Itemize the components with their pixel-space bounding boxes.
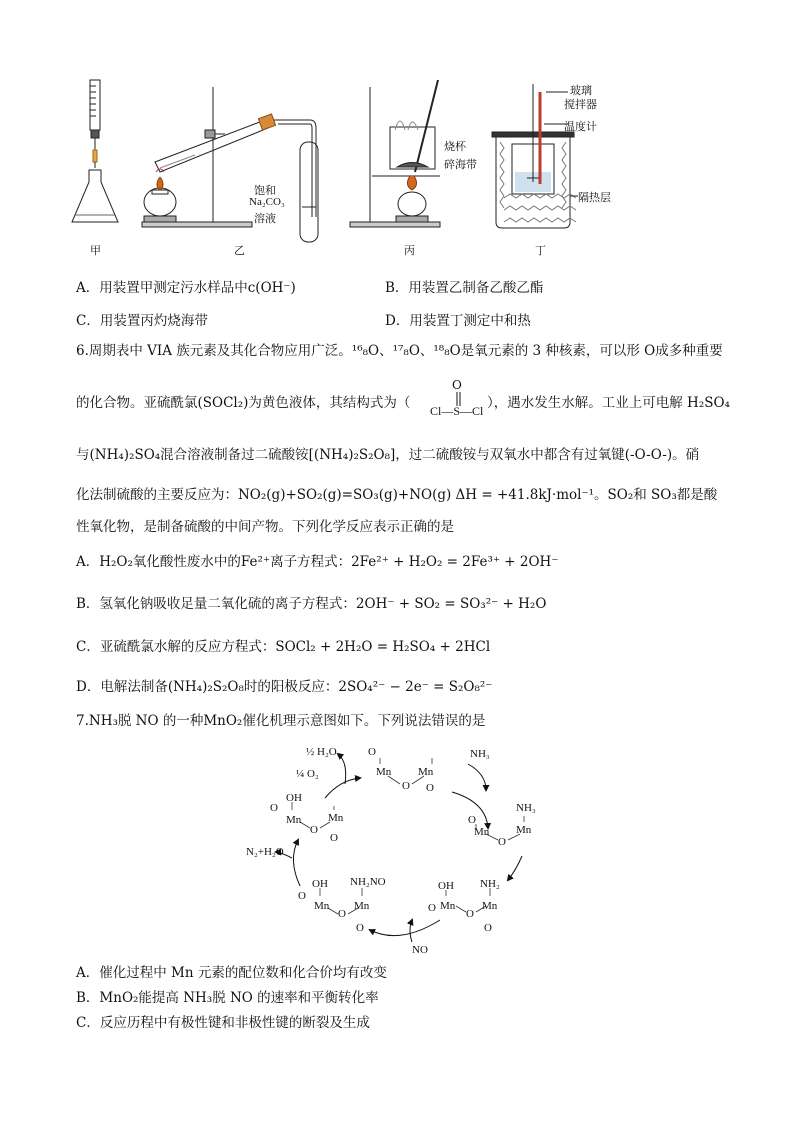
int3-o-bottom: O xyxy=(484,922,492,934)
apparatus-bing xyxy=(350,80,440,227)
int2-o-left: O xyxy=(468,814,476,826)
mechanism-arrows xyxy=(240,740,560,960)
int3-o-bridge: O xyxy=(466,908,474,920)
q6-stem-line-2b: ），遇水发生水解。工业上可电解 H₂SO₄ xyxy=(487,395,730,411)
q5-option-b[interactable]: B．用装置乙制备乙酸乙酯 xyxy=(385,280,544,296)
int1-o-right: O xyxy=(426,782,434,794)
q5-option-c[interactable]: C．用装置丙灼烧海带 xyxy=(76,313,208,329)
int2-o-bridge: O xyxy=(498,836,506,848)
int3-oh: OH xyxy=(438,880,454,892)
int5-o-bottom: O xyxy=(330,832,338,844)
int3-nh2: NH₂ xyxy=(480,878,500,890)
q7-stem: 7.NH₃脱 NO 的一种MnO₂催化机理示意图如下。下列说法错误的是 xyxy=(76,713,486,729)
bing-beaker-label: 烧杯 xyxy=(444,140,466,153)
int5-o-bridge: O xyxy=(310,824,318,836)
q6-stem-line-2a: 的化合物。亚硫酰氯(SOCl₂)为黄色液体，其结构式为（ xyxy=(76,395,411,411)
bing-label: 丙 xyxy=(404,244,415,257)
apparatus-jia xyxy=(72,80,118,222)
q6-stem-line-3: 与(NH₄)₂SO₄混合溶液制备过二硫酸铵[(NH₄)₂S₂O₈]，过二硫酸铵与双氧水中都含有过氧键(-O-O-)。硝 xyxy=(76,447,700,463)
int2-mn-right: Mn xyxy=(516,824,532,836)
int4-o-left: O xyxy=(298,890,306,902)
yi-solution-label-3: 溶液 xyxy=(254,212,276,225)
jia-label: 甲 xyxy=(90,244,101,257)
apparatus-yi xyxy=(142,87,318,242)
int1-mn-left: Mn xyxy=(376,766,392,778)
int4-oh: OH xyxy=(312,878,328,890)
apparatus-drawing xyxy=(60,72,620,262)
int1-o-top: O xyxy=(368,746,376,758)
socl2-chain: Cl—S—Cl xyxy=(430,404,484,418)
yi-label: 乙 xyxy=(234,244,245,257)
int3-mn-right: Mn xyxy=(482,900,498,912)
yi-solution-label-1: 饱和 xyxy=(254,184,276,197)
yi-solution-label-2: Na₂CO₃ xyxy=(249,196,285,208)
int2-nh3: NH₃ xyxy=(516,802,536,814)
quarter-o2-label: ¼ O₂ xyxy=(296,768,319,780)
int4-o-bridge: O xyxy=(338,908,346,920)
q7-option-b[interactable]: B．MnO₂能提高 NH₃脱 NO 的速率和平衡转化率 xyxy=(76,990,379,1006)
q5-option-d[interactable]: D．用装置丁测定中和热 xyxy=(385,313,531,329)
int4-mn-right: Mn xyxy=(354,900,370,912)
int4-o-bottom: O xyxy=(356,922,364,934)
n2-h2o-label: N₂+H₂O xyxy=(246,846,284,858)
ding-stirrer-label-2: 搅拌器 xyxy=(564,98,597,111)
q6-option-b[interactable]: B．氢氧化钠吸收足量二氧化硫的离子方程式：2OH⁻ + SO₂ = SO₃²⁻ + H₂O xyxy=(76,596,547,612)
ding-thermometer-label: 温度计 xyxy=(564,120,597,133)
q6-stem-line-5: 性氧化物，是制备硫酸的中间产物。下列化学反应表示正确的是 xyxy=(76,519,454,535)
apparatus-figure xyxy=(60,72,620,262)
no-label: NO xyxy=(412,944,428,956)
int1-mn-right: Mn xyxy=(418,766,434,778)
int5-mn-right: Mn xyxy=(328,812,344,824)
nh3-label: NH₃ xyxy=(470,748,490,760)
q6-option-a[interactable]: A．H₂O₂氧化酸性废水中的Fe²⁺离子方程式：2Fe²⁺ + H₂O₂ = 2Fe³⁺ + 2OH⁻ xyxy=(76,554,559,570)
q6-stem-line-4: 化法制硫酸的主要反应为：NO₂(g)+SO₂(g)=SO₃(g)+NO(g) ΔH = +41.8kJ·mol⁻¹。SO₂和 SO₃都是酸 xyxy=(76,487,718,503)
q6-option-d[interactable]: D．电解法制备(NH₄)₂S₂O₈时的阳极反应：2SO₄²⁻ − 2e⁻ = S₂O₈²⁻ xyxy=(76,679,493,695)
int5-mn-left: Mn xyxy=(286,814,302,826)
int3-o-left: O xyxy=(428,902,436,914)
socl2-structure xyxy=(430,378,490,422)
mechanism-diagram xyxy=(240,740,560,960)
q6-stem-line-1: 6.周期表中 VIA 族元素及其化合物应用广泛。¹⁶₈O、¹⁷₈O、¹⁸₈O是氧元素的 3 种核素，可以形 O成多种重要 xyxy=(76,343,723,359)
q7-option-c[interactable]: C．反应历程中有极性键和非极性键的断裂及生成 xyxy=(76,1015,370,1031)
q6-option-c[interactable]: C．亚硫酰氯水解的反应方程式：SOCl₂ + 2H₂O = H₂SO₄ + 2HCl xyxy=(76,639,491,655)
int1-o-bridge: O xyxy=(402,780,410,792)
int4-mn-left: Mn xyxy=(314,900,330,912)
int2-mn-left: Mn xyxy=(474,826,490,838)
socl2-o: O xyxy=(452,378,462,392)
ding-insulation-label: 隔热层 xyxy=(578,191,611,204)
int3-mn-left: Mn xyxy=(440,900,456,912)
q7-option-a[interactable]: A．催化过程中 Mn 元素的配位数和化合价均有改变 xyxy=(76,965,387,981)
int5-oh: OH xyxy=(286,792,302,804)
ding-label: 丁 xyxy=(535,244,546,257)
half-h2o-label: ½ H₂O xyxy=(306,746,337,758)
int4-nh2no: NH₂NO xyxy=(350,876,386,888)
bing-seaweed-label: 碎海带 xyxy=(444,158,477,171)
ding-stirrer-label-1: 玻璃 xyxy=(570,84,592,97)
q5-option-a[interactable]: A．用装置甲测定污水样品中c(OH⁻) xyxy=(76,280,296,296)
int5-o-left: O xyxy=(270,802,278,814)
